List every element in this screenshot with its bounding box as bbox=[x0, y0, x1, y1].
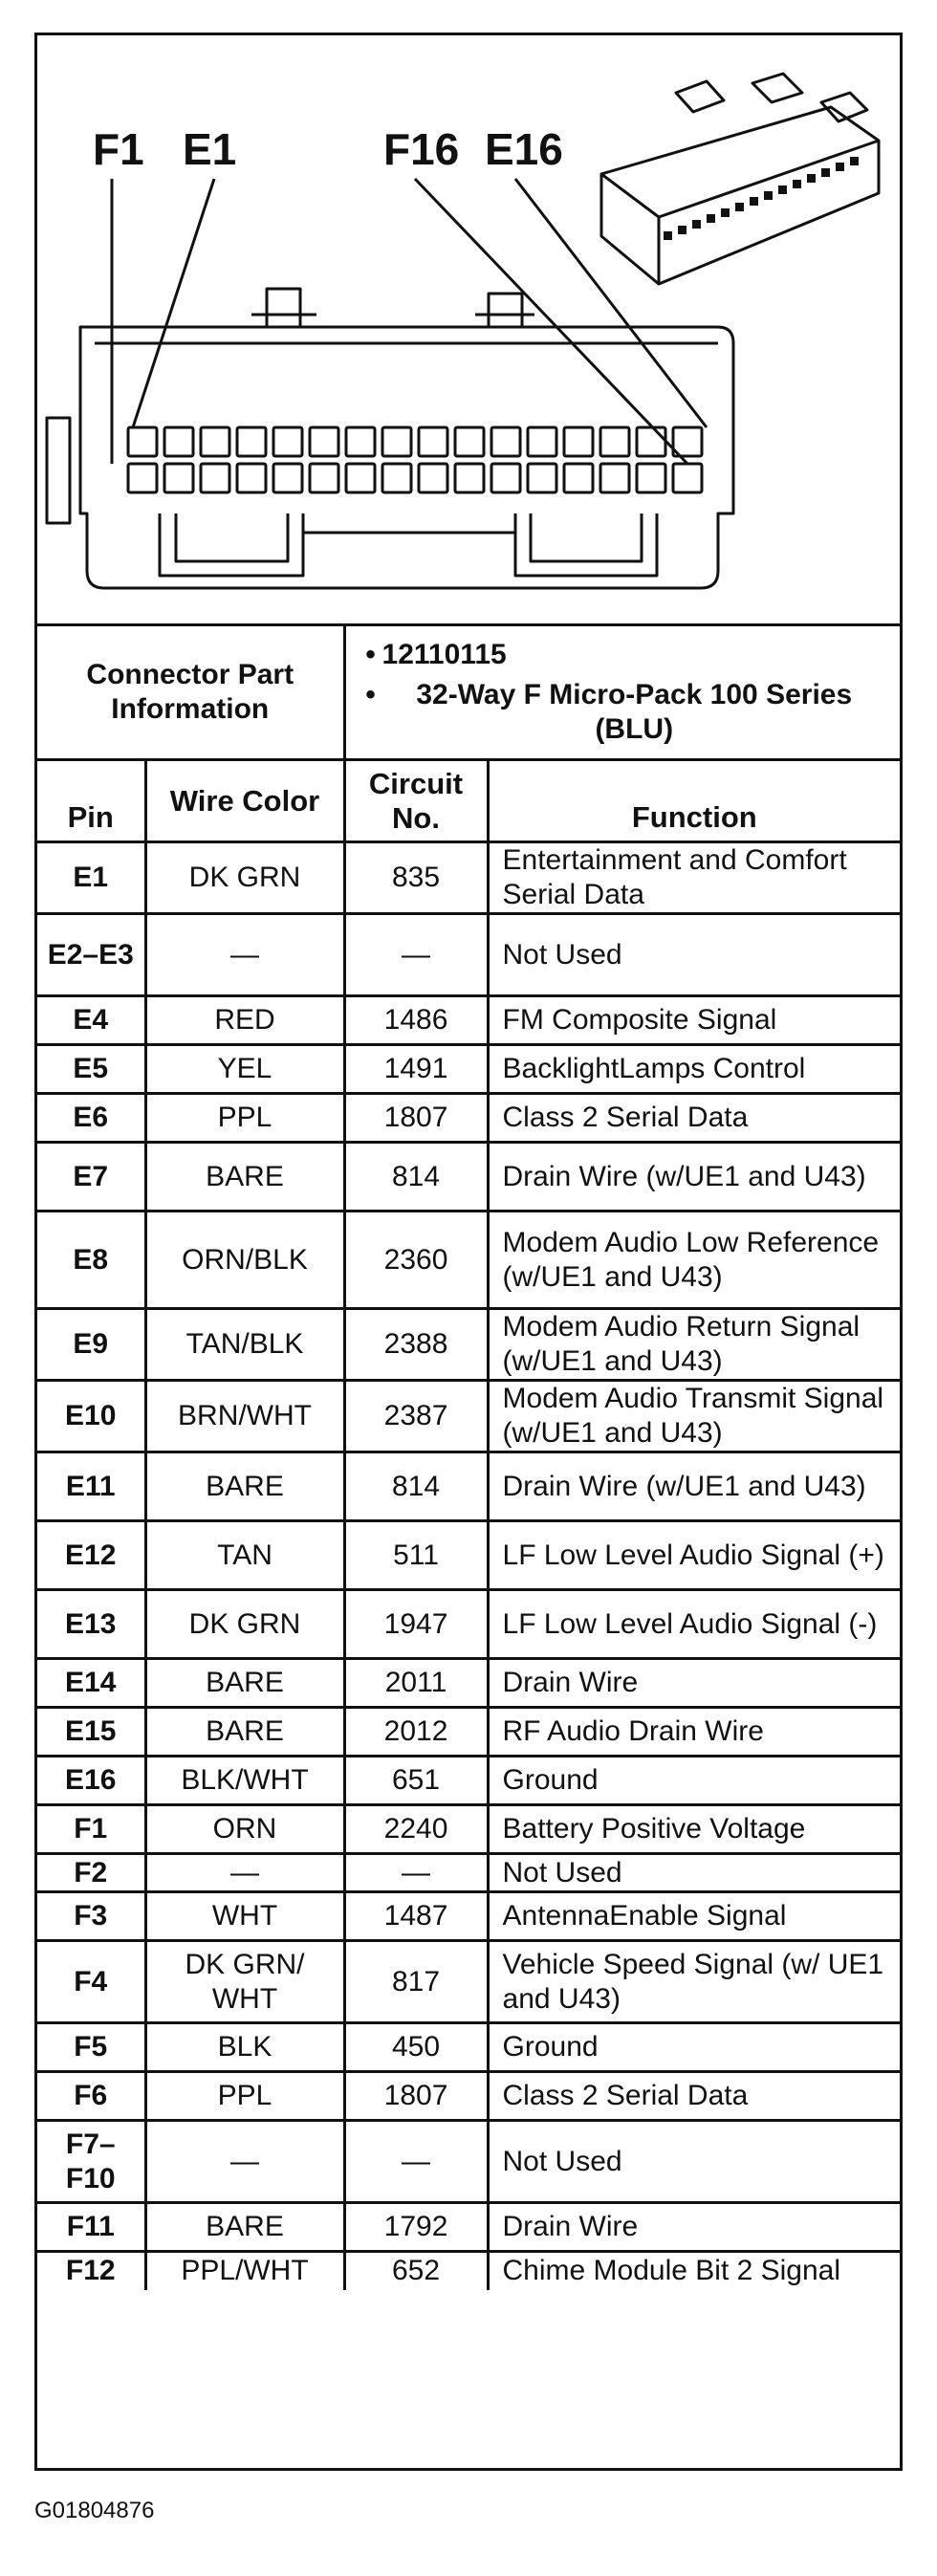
circuit-cell: 814 bbox=[344, 1452, 488, 1521]
pin-cavity bbox=[310, 464, 338, 492]
table-row bbox=[37, 1143, 900, 1212]
wire-color-cell: TAN bbox=[145, 1521, 344, 1590]
pin-cavity bbox=[382, 427, 411, 456]
circuit-cell: — bbox=[344, 2121, 488, 2203]
pin-cavity bbox=[128, 464, 157, 492]
function-cell: Ground bbox=[488, 2023, 900, 2072]
circuit-cell: 2388 bbox=[344, 1309, 488, 1381]
table-row bbox=[37, 2121, 900, 2203]
pin-cavity bbox=[637, 427, 665, 456]
pin-cavity bbox=[491, 464, 520, 492]
table-row bbox=[37, 1452, 900, 1521]
circuit-cell: 817 bbox=[344, 1941, 488, 2023]
wire-color-cell: ORN/BLK bbox=[145, 1212, 344, 1309]
wire-color-cell: WHT bbox=[145, 1892, 344, 1941]
circuit-cell: 2011 bbox=[344, 1659, 488, 1708]
pin-cell: E16 bbox=[37, 1757, 145, 1805]
part-number: • 12110115 bbox=[365, 639, 507, 670]
table-row bbox=[37, 1708, 900, 1757]
pin-cavity bbox=[346, 464, 375, 492]
pin-cell: F12 bbox=[37, 2252, 145, 2290]
connector-info-values bbox=[344, 625, 900, 760]
iso-pin bbox=[778, 186, 787, 194]
function-cell: Modem Audio Transmit Signal (w/UE1 and U43) bbox=[488, 1381, 900, 1452]
function-cell: Class 2 Serial Data bbox=[488, 2072, 900, 2121]
pin-cavity bbox=[564, 427, 593, 456]
pin-cavity bbox=[164, 427, 193, 456]
column-header-circuit: Circuit No. bbox=[344, 760, 488, 842]
connector-description: • 32-Way F Micro-Pack 100 Series (BLU) bbox=[365, 679, 853, 745]
pin-cavity bbox=[346, 427, 375, 456]
pin-cavity bbox=[237, 464, 266, 492]
table-row bbox=[37, 1381, 900, 1452]
wire-color-cell: YEL bbox=[145, 1045, 344, 1094]
pin-cavity bbox=[637, 464, 665, 492]
pin-cavity bbox=[491, 427, 520, 456]
circuit-cell: 2012 bbox=[344, 1708, 488, 1757]
function-cell: Battery Positive Voltage bbox=[488, 1805, 900, 1854]
circuit-cell: 1807 bbox=[344, 2072, 488, 2121]
figure-id: G01804876 bbox=[34, 2498, 155, 2523]
connector-info-row bbox=[37, 625, 900, 760]
column-header-row bbox=[37, 760, 900, 842]
pin-cavity bbox=[528, 427, 556, 456]
pin-cavity bbox=[455, 464, 484, 492]
pin-cavity bbox=[310, 427, 338, 456]
pin-cell: E6 bbox=[37, 1094, 145, 1143]
pin-cavity bbox=[673, 464, 702, 492]
function-cell: Class 2 Serial Data bbox=[488, 1094, 900, 1143]
pin-cell: E4 bbox=[37, 996, 145, 1045]
table-row bbox=[37, 1309, 900, 1381]
pin-cavity bbox=[164, 464, 193, 492]
wire-color-cell: BRN/WHT bbox=[145, 1381, 344, 1452]
table-row bbox=[37, 996, 900, 1045]
table-row bbox=[37, 2203, 900, 2252]
table-row bbox=[37, 1941, 900, 2023]
pin-cavity bbox=[564, 464, 593, 492]
right-latch bbox=[489, 294, 522, 327]
wire-color-cell: DK GRN bbox=[145, 842, 344, 914]
table-row bbox=[37, 1757, 900, 1805]
function-cell: Not Used bbox=[488, 1854, 900, 1892]
function-cell: Drain Wire (w/UE1 and U43) bbox=[488, 1452, 900, 1521]
function-cell: RF Audio Drain Wire bbox=[488, 1708, 900, 1757]
table-row bbox=[37, 1094, 900, 1143]
circuit-cell: 2240 bbox=[344, 1805, 488, 1854]
wire-color-cell: BARE bbox=[145, 2203, 344, 2252]
function-cell: Modem Audio Return Signal (w/UE1 and U43) bbox=[488, 1309, 900, 1381]
iso-pin bbox=[664, 231, 672, 240]
iso-pin bbox=[721, 208, 730, 217]
pin-cell: F7–F10 bbox=[37, 2121, 145, 2203]
callout-e16: E16 bbox=[485, 124, 563, 174]
pin-cell: F2 bbox=[37, 1854, 145, 1892]
wire-color-cell: PPL bbox=[145, 1094, 344, 1143]
leader-f16 bbox=[415, 179, 687, 464]
pin-cavity bbox=[273, 427, 302, 456]
table-row bbox=[37, 2252, 900, 2290]
pin-cavity bbox=[237, 427, 266, 456]
wire-color-cell: — bbox=[145, 1854, 344, 1892]
wire-color-cell: PPL bbox=[145, 2072, 344, 2121]
table-row bbox=[37, 1521, 900, 1590]
function-cell: Vehicle Speed Signal (w/ UE1 and U43) bbox=[488, 1941, 900, 2023]
wire-color-cell: PPL/WHT bbox=[145, 2252, 344, 2290]
circuit-cell: 652 bbox=[344, 2252, 488, 2290]
connector-diagram bbox=[37, 35, 900, 626]
pin-cavity bbox=[600, 427, 629, 456]
wire-color-cell: BARE bbox=[145, 1659, 344, 1708]
function-cell: Drain Wire bbox=[488, 2203, 900, 2252]
function-cell: Not Used bbox=[488, 2121, 900, 2203]
table-row bbox=[37, 1045, 900, 1094]
function-cell: Modem Audio Low Reference (w/UE1 and U43) bbox=[488, 1212, 900, 1309]
circuit-cell: 1947 bbox=[344, 1590, 488, 1659]
wire-color-cell: ORN bbox=[145, 1805, 344, 1854]
circuit-cell: 2387 bbox=[344, 1381, 488, 1452]
callout-f16: F16 bbox=[383, 124, 460, 174]
pin-cell: E5 bbox=[37, 1045, 145, 1094]
leader-e16 bbox=[515, 179, 707, 427]
iso-pin bbox=[807, 174, 816, 183]
circuit-cell: 1487 bbox=[344, 1892, 488, 1941]
circuit-cell: 1807 bbox=[344, 1094, 488, 1143]
pin-cell: E15 bbox=[37, 1708, 145, 1757]
function-cell: Chime Module Bit 2 Signal bbox=[488, 2252, 900, 2290]
table-row bbox=[37, 1590, 900, 1659]
leader-e1 bbox=[133, 179, 214, 427]
pin-cell: E12 bbox=[37, 1521, 145, 1590]
table-row bbox=[37, 1892, 900, 1941]
pin-cavity bbox=[201, 427, 229, 456]
pin-cell: E14 bbox=[37, 1659, 145, 1708]
pin-cell: F5 bbox=[37, 2023, 145, 2072]
function-cell: Not Used bbox=[488, 914, 900, 996]
column-header-wire-color: Wire Color bbox=[145, 760, 344, 842]
iso-pin bbox=[678, 226, 686, 234]
pin-cell: F4 bbox=[37, 1941, 145, 2023]
circuit-cell: 2360 bbox=[344, 1212, 488, 1309]
table-row bbox=[37, 2023, 900, 2072]
table-row bbox=[37, 842, 900, 914]
function-cell: BacklightLamps Control bbox=[488, 1045, 900, 1094]
wire-color-cell: BARE bbox=[145, 1143, 344, 1212]
circuit-cell: 814 bbox=[344, 1143, 488, 1212]
wire-color-cell: DK GRN bbox=[145, 1590, 344, 1659]
connector-iso-sketch bbox=[601, 74, 879, 284]
pinout-table bbox=[37, 623, 900, 2290]
wire-color-cell: BLK/WHT bbox=[145, 1757, 344, 1805]
function-cell: LF Low Level Audio Signal (+) bbox=[488, 1521, 900, 1590]
pin-cell: F11 bbox=[37, 2203, 145, 2252]
pin-cavity bbox=[600, 464, 629, 492]
pin-cell: F1 bbox=[37, 1805, 145, 1854]
iso-pin bbox=[735, 203, 744, 211]
table-row bbox=[37, 1212, 900, 1309]
pin-cavity bbox=[528, 464, 556, 492]
column-header-function: Function bbox=[488, 760, 900, 842]
wire-color-cell: BLK bbox=[145, 2023, 344, 2072]
function-cell: FM Composite Signal bbox=[488, 996, 900, 1045]
pin-cell: E13 bbox=[37, 1590, 145, 1659]
connector-info-label: Connector Part Information bbox=[37, 625, 344, 760]
pin-cavity bbox=[419, 464, 447, 492]
pin-cell: E1 bbox=[37, 842, 145, 914]
wire-color-cell: — bbox=[145, 2121, 344, 2203]
iso-pin bbox=[836, 163, 844, 171]
iso-pin bbox=[750, 197, 758, 206]
left-latch bbox=[267, 289, 300, 327]
function-cell: LF Low Level Audio Signal (-) bbox=[488, 1590, 900, 1659]
circuit-cell: 1792 bbox=[344, 2203, 488, 2252]
wire-color-cell: RED bbox=[145, 996, 344, 1045]
pin-cell: F3 bbox=[37, 1892, 145, 1941]
table-row bbox=[37, 2072, 900, 2121]
function-cell: Ground bbox=[488, 1757, 900, 1805]
function-cell: AntennaEnable Signal bbox=[488, 1892, 900, 1941]
pin-cavity bbox=[128, 427, 157, 456]
circuit-cell: 450 bbox=[344, 2023, 488, 2072]
pin-cavity bbox=[273, 464, 302, 492]
iso-pin bbox=[850, 157, 859, 165]
callout-f1: F1 bbox=[93, 124, 144, 174]
wire-color-cell: BARE bbox=[145, 1452, 344, 1521]
connector-sheet bbox=[34, 33, 903, 2471]
pin-cell: E8 bbox=[37, 1212, 145, 1309]
circuit-cell: 1491 bbox=[344, 1045, 488, 1094]
pin-cell: F6 bbox=[37, 2072, 145, 2121]
pin-cell: E10 bbox=[37, 1381, 145, 1452]
iso-pin bbox=[793, 180, 801, 188]
circuit-cell: 1486 bbox=[344, 996, 488, 1045]
wire-color-cell: — bbox=[145, 914, 344, 996]
pin-cell: E2–E3 bbox=[37, 914, 145, 996]
circuit-cell: — bbox=[344, 1854, 488, 1892]
function-cell: Entertainment and Comfort Serial Data bbox=[488, 842, 900, 914]
function-cell: Drain Wire bbox=[488, 1659, 900, 1708]
wire-color-cell: BARE bbox=[145, 1708, 344, 1757]
callout-e1: E1 bbox=[183, 124, 237, 174]
pin-cavity bbox=[419, 427, 447, 456]
function-cell: Drain Wire (w/UE1 and U43) bbox=[488, 1143, 900, 1212]
table-row bbox=[37, 1854, 900, 1892]
circuit-cell: 835 bbox=[344, 842, 488, 914]
iso-pin bbox=[821, 168, 830, 177]
table-row bbox=[37, 914, 900, 996]
iso-pin bbox=[692, 220, 701, 229]
table-row bbox=[37, 1805, 900, 1854]
circuit-cell: — bbox=[344, 914, 488, 996]
pin-cell: E9 bbox=[37, 1309, 145, 1381]
wire-color-cell: TAN/BLK bbox=[145, 1309, 344, 1381]
pin-cell: E7 bbox=[37, 1143, 145, 1212]
circuit-cell: 511 bbox=[344, 1521, 488, 1590]
wire-color-cell: DK GRN/ WHT bbox=[145, 1941, 344, 2023]
pin-cell: E11 bbox=[37, 1452, 145, 1521]
connector-face-drawing bbox=[37, 35, 900, 623]
table-row bbox=[37, 1659, 900, 1708]
circuit-cell: 651 bbox=[344, 1757, 488, 1805]
iso-pin bbox=[764, 191, 773, 200]
pin-cavity bbox=[455, 427, 484, 456]
pin-cavity bbox=[201, 464, 229, 492]
column-header-pin: Pin bbox=[37, 760, 145, 842]
pin-cavity bbox=[382, 464, 411, 492]
iso-pin bbox=[707, 214, 715, 223]
